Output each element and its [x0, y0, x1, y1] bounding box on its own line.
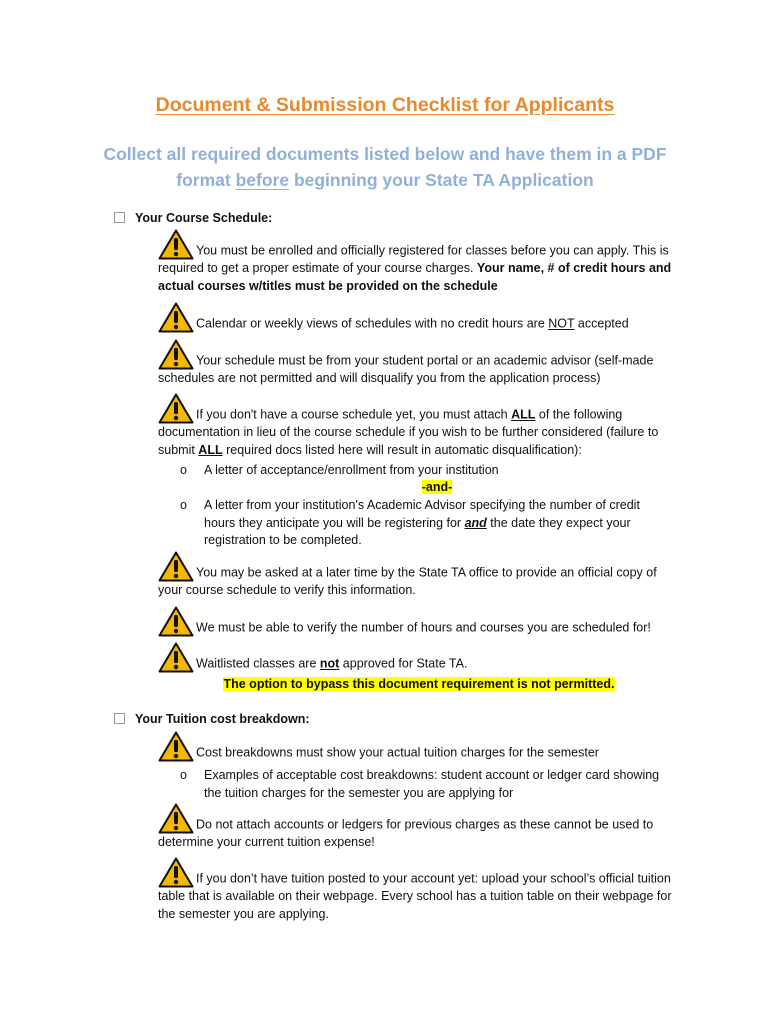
list-item: Your schedule must be from your student portal or an academic advisor (self-made schedules are not permitted and will disqualify you from the application process) [158, 339, 678, 388]
warning-icon [158, 731, 194, 762]
list-item: You must be enrolled and officially registered for classes before you can apply. This is required to get a proper estimate of your course charges. Your name, # of credit hours and actual courses w/titles must be provided on the schedule [158, 229, 678, 295]
list-item: You may be asked at a later time by the State TA office to provide an official copy of your course schedule to verify this information. [158, 551, 678, 600]
list-item: We must be able to verify the number of hours and courses you are scheduled for! [158, 606, 678, 637]
list-item: If you don’t have tuition posted to your account yet: upload your school’s official tuition table that is available on their webpage. Every school has a tuition table on their webpage for the semester you are applying. [158, 857, 678, 923]
page-subtitle: Collect all required documents listed below and have them in a PDF format before beginning your State TA Application [103, 144, 667, 190]
warning-icon [158, 393, 194, 424]
warning-icon [158, 339, 194, 370]
bypass-notice: The option to bypass this document requirement is not permitted. [223, 677, 615, 691]
checkbox-icon [114, 212, 125, 223]
and-label: -and- [421, 480, 453, 494]
sub-list-item: o A letter of acceptance/enrollment from your institution [180, 463, 499, 477]
warning-icon [158, 229, 194, 260]
warning-icon [158, 302, 194, 333]
warning-icon [158, 551, 194, 582]
list-item: Cost breakdowns must show your actual tuition charges for the semester [158, 731, 678, 762]
list-item: Waitlisted classes are not approved for State TA. [158, 642, 678, 673]
list-item: Calendar or weekly views of schedules with no credit hours are NOT accepted [158, 302, 678, 333]
sub-list-item: o A letter from your institution's Academic Advisor specifying the number of credit hours they anticipate you will be registering for and the date they expect your registration to be completed. [180, 498, 640, 547]
sub-list-item: o Examples of acceptable cost breakdowns: student account or ledger card showing the tuition charges for the semester you are applying for [180, 768, 660, 800]
warning-icon [158, 803, 194, 834]
list-item: If you don't have a course schedule yet, you must attach ALL of the following documentation in lieu of the course schedule if you wish to be further considered (failure to submit ALL required docs listed here will result in automatic disqualification): [158, 393, 678, 459]
warning-icon [158, 857, 194, 888]
section-heading-tuition: Your Tuition cost breakdown: [114, 712, 310, 726]
warning-icon [158, 606, 194, 637]
page-title: Document & Submission Checklist for Applicants [155, 94, 615, 116]
section-heading-course-schedule: Your Course Schedule: [114, 211, 272, 225]
warning-icon [158, 642, 194, 673]
list-item: Do not attach accounts or ledgers for previous charges as these cannot be used to determine your current tuition expense! [158, 803, 678, 852]
checkbox-icon [114, 713, 125, 724]
